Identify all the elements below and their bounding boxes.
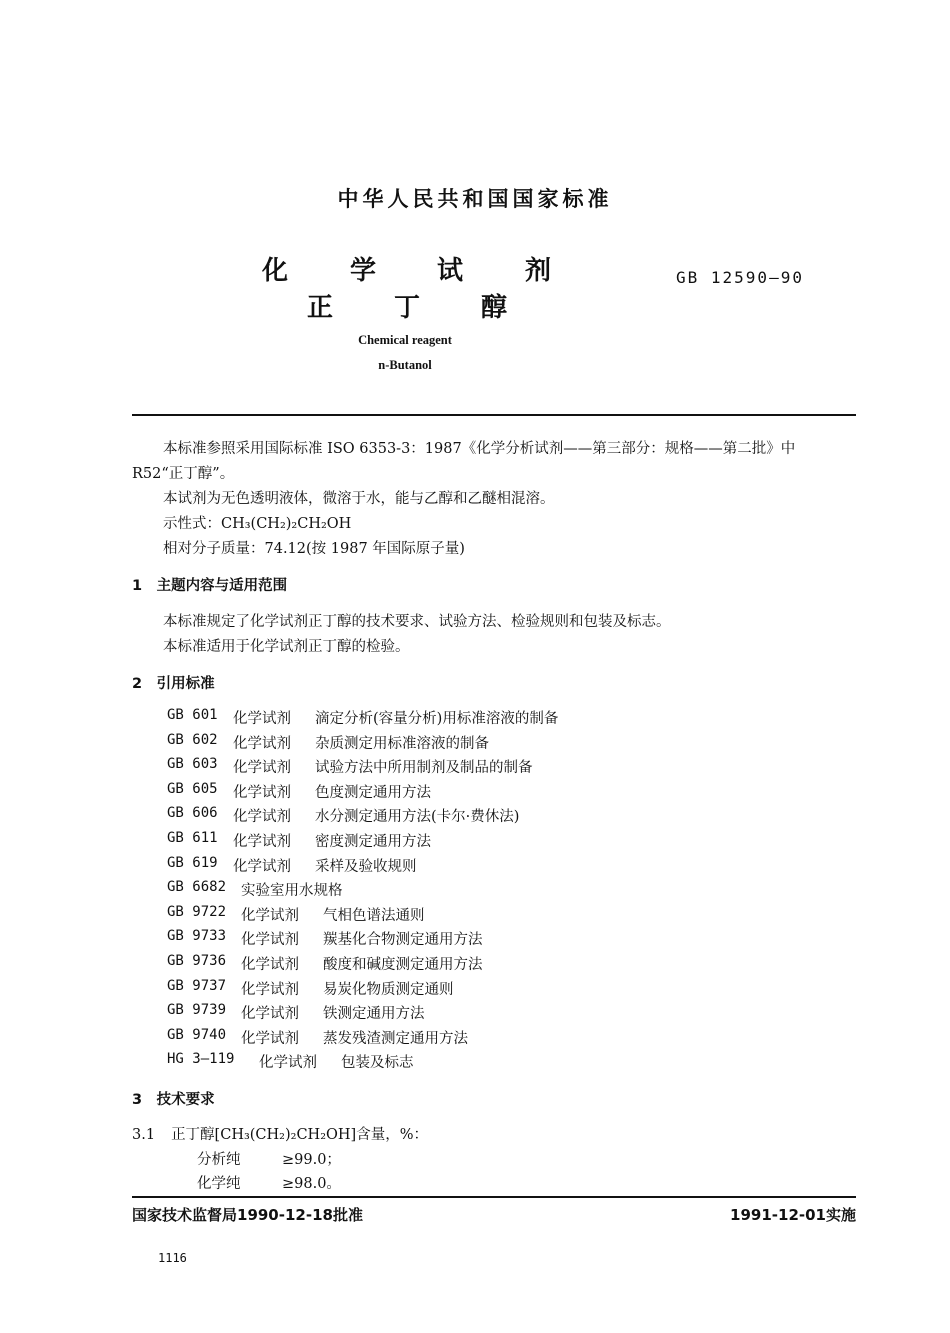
standard-number: GB 12590—90	[676, 268, 804, 287]
reference-code: GB 9737	[167, 978, 227, 994]
reference-code: GB 603	[167, 756, 218, 772]
section-2-heading: 2 引用标准	[132, 676, 215, 692]
clause-3-1	[132, 1123, 428, 1144]
standard-type-heading: 中华人民共和国国家标准	[337, 187, 613, 211]
reference-category: 实验室用水规格	[241, 883, 343, 899]
title-char: 学	[350, 256, 377, 286]
reference-title: 滴定分析(容量分析)用标准溶液的制备	[315, 711, 559, 727]
reference-code: GB 9722	[167, 904, 227, 920]
section-1-heading: 1 主题内容与适用范围	[132, 578, 288, 594]
title-char: 丁	[394, 293, 421, 323]
reference-title: 蒸发残渣测定通用方法	[323, 1031, 468, 1047]
reference-category: 化学试剂	[241, 908, 299, 924]
section-3-heading: 3 技术要求	[132, 1092, 215, 1108]
english-title-1: Chemical reagent	[358, 333, 452, 347]
molecular-mass: 相对分子质量：74.12(按 1987 年国际原子量)	[163, 541, 465, 557]
reference-code: GB 602	[167, 732, 218, 748]
reference-category: 化学试剂	[241, 1031, 299, 1047]
reference-title: 试验方法中所用制剂及制品的制备	[315, 760, 533, 776]
page-number: 1116	[158, 1251, 187, 1265]
reference-title: 采样及验收规则	[315, 859, 417, 875]
approval-date: 国家技术监督局1990-12-18批准	[132, 1206, 363, 1224]
reference-category: 化学试剂	[259, 1055, 317, 1071]
reference-category: 化学试剂	[233, 785, 291, 801]
reference-category: 化学试剂	[233, 711, 291, 727]
title-char: 正	[307, 293, 334, 323]
intro-line-3: 本试剂为无色透明液体，微溶于水，能与乙醇和乙醚相混溶。	[163, 491, 555, 507]
reference-category: 化学试剂	[241, 932, 299, 948]
reference-code: GB 619	[167, 855, 218, 871]
reference-category: 化学试剂	[241, 982, 299, 998]
formula-line	[163, 512, 351, 533]
grade-name: 化学纯	[197, 1176, 241, 1192]
reference-category: 化学试剂	[233, 859, 291, 875]
formula: CH₃(CH₂)₂CH₂OH	[221, 516, 352, 532]
reference-category: 化学试剂	[233, 736, 291, 752]
reference-code: GB 605	[167, 781, 218, 797]
title-char: 试	[437, 256, 464, 286]
header-rule	[132, 414, 856, 416]
reference-category: 化学试剂	[233, 809, 291, 825]
reference-title: 杂质测定用标准溶液的制备	[315, 736, 489, 752]
intro-line-1: 本标准参照采用国际标准 ISO 6353-3：1987《化学分析试剂——第三部分：规格——第二批》中	[163, 441, 796, 457]
reference-title: 铁测定通用方法	[323, 1006, 425, 1022]
reference-code: GB 9736	[167, 953, 227, 969]
reference-title: 密度测定通用方法	[315, 834, 431, 850]
footer-rule	[132, 1196, 856, 1198]
reference-code: GB 601	[167, 707, 218, 723]
grade-name: 分析纯	[197, 1152, 241, 1168]
reference-code: GB 6682	[167, 879, 227, 895]
clause-text: 正丁醇[CH₃(CH₂)₂CH₂OH]含量，%：	[171, 1127, 428, 1143]
reference-code: GB 9733	[167, 928, 227, 944]
reference-code: GB 9740	[167, 1027, 227, 1043]
reference-code: GB 611	[167, 830, 218, 846]
intro-line-2: R52“正丁醇”。	[132, 466, 235, 482]
grade-value: ≥98.0。	[282, 1176, 341, 1192]
reference-title: 水分测定通用方法(卡尔·费休法)	[315, 809, 520, 825]
reference-title: 酸度和碱度测定通用方法	[323, 957, 483, 973]
reference-code: GB 9739	[167, 1002, 227, 1018]
reference-category: 化学试剂	[241, 1006, 299, 1022]
reference-title: 色度测定通用方法	[315, 785, 431, 801]
formula-label: 示性式：	[163, 516, 221, 532]
section-1-para-2: 本标准适用于化学试剂正丁醇的检验。	[163, 639, 410, 655]
reference-title: 羰基化合物测定通用方法	[323, 932, 483, 948]
reference-title: 气相色谱法通则	[323, 908, 425, 924]
title-char: 醇	[481, 293, 508, 323]
reference-category: 化学试剂	[241, 957, 299, 973]
reference-category: 化学试剂	[233, 834, 291, 850]
title-char: 剂	[525, 256, 552, 286]
reference-title: 易炭化物质测定通则	[323, 982, 454, 998]
reference-category: 化学试剂	[233, 760, 291, 776]
reference-code: HG 3—119	[167, 1051, 235, 1067]
english-title-2: n-Butanol	[378, 358, 432, 372]
title-char: 化	[262, 256, 289, 286]
clause-number: 3.1	[132, 1127, 156, 1143]
section-1-para-1: 本标准规定了化学试剂正丁醇的技术要求、试验方法、检验规则和包装及标志。	[163, 614, 671, 630]
reference-title: 包装及标志	[341, 1055, 414, 1071]
reference-code: GB 606	[167, 805, 218, 821]
effective-date: 1991-12-01实施	[730, 1206, 856, 1224]
grade-value: ≥99.0；	[282, 1152, 341, 1168]
